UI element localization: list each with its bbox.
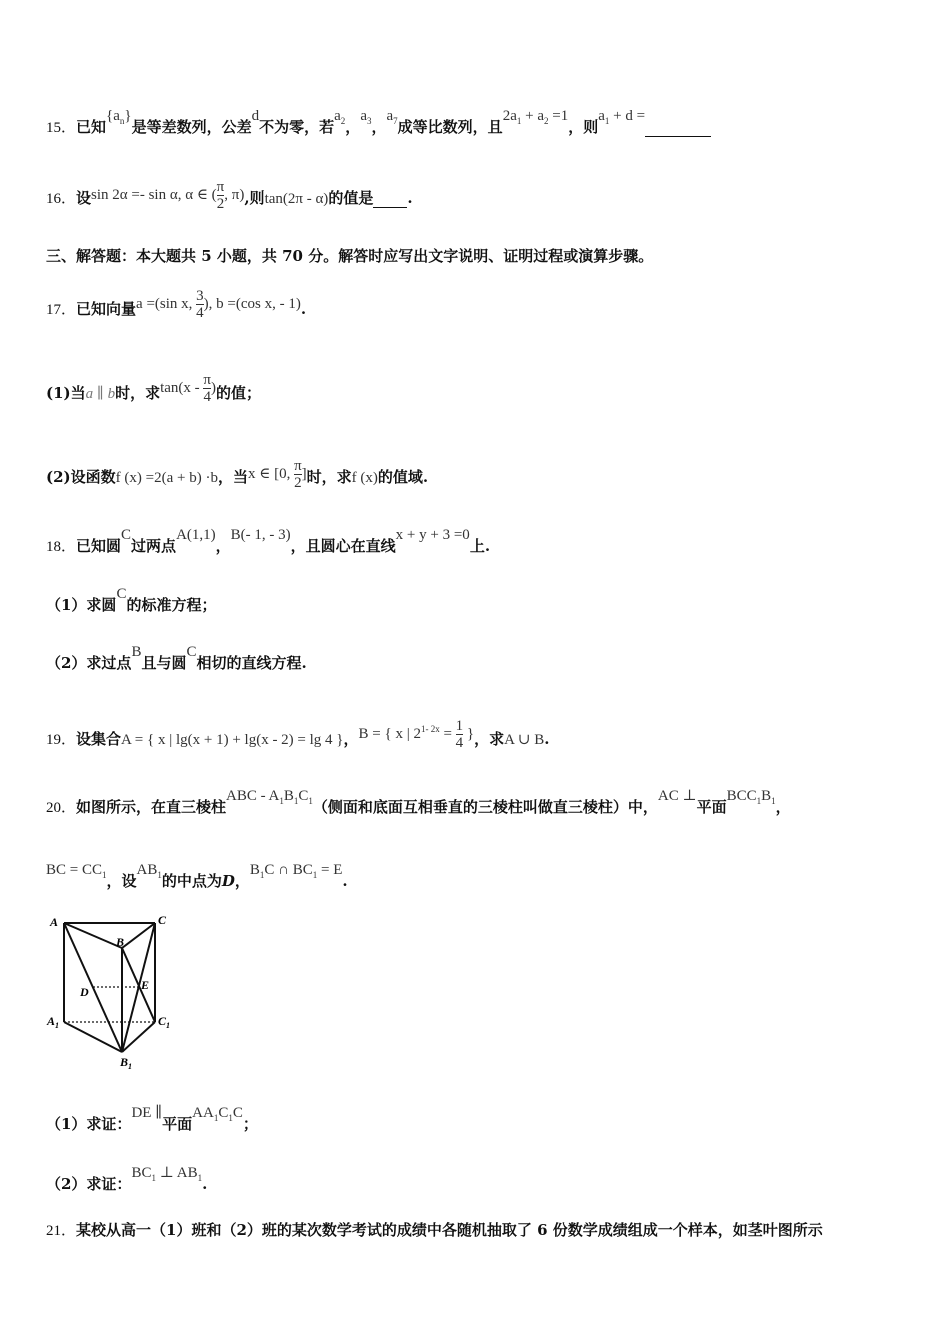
question-18-part-1: （1）求圆C的标准方程； xyxy=(46,586,217,614)
label-A: A xyxy=(50,915,59,929)
question-18-part-2: （2）求过点B且与圆C相切的直线方程. xyxy=(46,644,307,672)
label-A1: $A_1$ xyxy=(47,1014,60,1030)
question-15: 15．已知$\{a_n\}$是等差数列，公差d不为零，若$a_2$，$a_3$，$a_7$成等比数列，且$2a_1 + a_2 =1$，则$a_1 + d$ = xyxy=(46,116,711,138)
section-title: 三、解答题：本大题共 5 小题，共 70 分。解答时应写出文字说明、证明过程或演算步骤。 xyxy=(46,247,654,265)
question-20: 20．如图所示，在直三棱柱ABC - $A_1B_1C_1$（侧面和底面互相垂直的三棱柱叫做直三棱柱）中，AC ⊥平面$BCC_1B_1$， xyxy=(46,788,791,816)
label-D: D xyxy=(80,985,89,999)
label-B: B xyxy=(116,935,125,949)
question-20-part-2: （2）求证：$BC_1$ ⊥ $AB_1$. xyxy=(46,1165,208,1193)
label-B1: $B_1$ xyxy=(120,1055,133,1071)
question-21: 21．某校从高一（1）班和（2）班的某次数学考试的成绩中各随机抽取了 6 份数学成绩组成一个样本，如茎叶图所示 xyxy=(46,1221,823,1239)
answer-blank xyxy=(645,118,711,137)
label-C: C xyxy=(158,913,167,927)
question-17-part-1: (1)当a ∥ b时，求tan(x - $\frac{\pi}{4}$ )的值； xyxy=(46,372,262,405)
answer-blank xyxy=(373,189,407,208)
label-E: E xyxy=(141,978,150,992)
question-20-cont: BC = $CC_1$，设$AB_1$的中点为D，$B_1C$ ∩ $BC_1 = E$. xyxy=(46,862,348,890)
math-seq: $\{a_n\}$ xyxy=(106,108,132,126)
question-17-part-2: (2)设函数f (x) =2(a + b) ·b，当x ∈ [0, $\frac{\pi}{2}$ ]时，求f (x)的值域. xyxy=(46,458,429,491)
label-C1: $C_1$ xyxy=(158,1014,171,1030)
question-20-part-1: （1）求证：DE ∥平面$AA_1C_1C$； xyxy=(46,1105,258,1133)
question-17: 17．已知向量a =(sin x, $\frac{3}{4}$ ), b =(cos x, - 1). xyxy=(46,288,307,321)
question-19: 19．设集合A = { x | lg(x + 1) + lg(x - 2) = lg 4 }，B = { x | $2^{1- 2x}$ = $\frac{1}{4}$ }，求A ∪ B. xyxy=(46,718,550,751)
question-16: 16．设sin 2α =- sin α, α ∈ ( $\frac{\pi}{2}$ , π),则tan(2π - α)的值是 . xyxy=(46,179,413,212)
question-18: 18．已知圆C过两点A(1,1)，B(- 1, - 3)，且圆心在直线x + y + 3 =0上. xyxy=(46,527,491,555)
prism-figure xyxy=(44,910,184,1075)
